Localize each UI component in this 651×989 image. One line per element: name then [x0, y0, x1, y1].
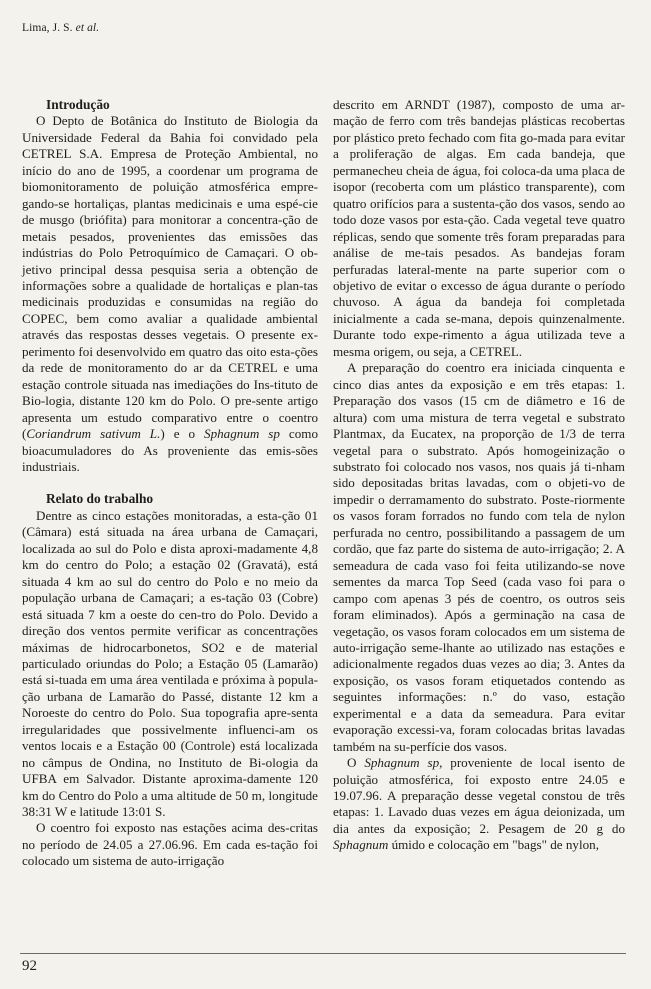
left-column	[22, 97, 318, 870]
intro-text-b: ) e o	[160, 426, 205, 442]
species-sphagnum-2: Sphagnum	[333, 837, 389, 853]
species-sphagnum-sp: Sphagnum sp	[364, 755, 440, 771]
right-paragraph-1: descrito em ARNDT (1987), composto de uma ar-mação de ferro com três bandejas plásticas recobertas por plástico preto fechado com fita go-mada para evitar a proliferação de algas. Em cada bandeja, que permanecheu cheia de água, foi coloca-da uma placa de isopor (recoberta com um plástico transparente), com quatro orifícios para a sustenta-ção dos vasos, sendo ao todo doze vasos por esta-ção. Cada vegetal teve quatro réplicas, sendo que somente três foram preparadas para análise de me-tais pesados. As bandejas foram perfuradas lateral-mente na parte superior com o objetivo de evitar o excesso de água durante o período chuvoso. A água da bandeja foi completada inicialmente a cada se-mana, depois quinzenalmente. Durante todo expe-rimento a água utilizada teve a mesma origem, ou seja, a CETREL.	[333, 97, 625, 359]
introduction-paragraph	[22, 113, 318, 475]
right-column	[333, 97, 625, 854]
running-head-author: Lima, J. S.	[22, 22, 73, 34]
page-number: 92	[22, 958, 37, 974]
running-head-et-al: et al.	[75, 22, 100, 34]
running-head	[22, 22, 99, 34]
right-paragraph-2: A preparação do coentro era iniciada cinquenta e cinco dias antes da exposição e em três etapas: 1. Preparação dos vasos (15 cm de diâmetro e 16 de altura) com uma mistura de terra vegetal e substrato Plantmax, da Eucatex, na proporção de 1/3 de terra vegetal para o substrato. Após homogeinização o substrato foi colocado nos vasos, nos quais já ti-nham sido depositadas britas lavadas, com o objeti-vo de impedir o derramamento do substrato. Poste-riormente os vasos foram forrados no fundo com tela de nylon perfurada no centro, possibilitando a passagem de um cordão, que faz parte do sistema de auto-irrigação; 2. A semeadura de cada vaso foi feita utilizando-se nove sementes da marca Top Seed (cada vaso foi para o campo com apenas 3 pés de coentro, os outros seis foram eliminados). Após a germinação na casa de vegetação, os vasos foram colocados em um sistema de auto-irrigação seme-lhante ao utilizado nas estações e adicionalmente regados duas vezes ao dia; 3. Antes da exposição, os vasos foram etiquetados contendo as seguintes informações: n.º do vaso, estação experimental e a data da semeadura. Para evitar evaporação excessi-va, foram colocadas britas lavadas também na su-perfície dos vasos.	[333, 360, 625, 754]
species-sphagnum: Sphagnum sp	[204, 426, 280, 442]
relato-paragraph-2: O coentro foi exposto nas estações acima des-critas no período de 24.05 a 27.06.96. Em cada es-tação foi colocado um sistema de auto-irrigação	[22, 820, 318, 869]
species-coriandrum: Coriandrum sativum L.	[26, 426, 161, 442]
p3-text-a: O	[347, 755, 365, 771]
relato-paragraph-1: Dentre as cinco estações monitoradas, a esta-ção 01 (Câmara) está situada na área urbana de Camaçari, localizada ao sul do Polo e dista aproxi-madamente 4,8 km do centro do Polo; a estação 02 (Gravatá), está situada 4 km ao sul do centro do Polo e no meio da população urbana de Camaçari; a es-tação 03 (Cobre) está situada 7 km a oeste do cen-tro do Polo. Devido a direção dos ventos permite verificar as concentrações máximas de hidrocarbonetos, SO2 e de material particulado oriundas do Polo; a Estação 05 (Lamarão) está si-tuada em uma área ventilada e próxima à popula-ção urbana de Lamarão do Passé, distante 12 km a Noroeste do centro do Polo. Sua topografia apre-senta irregularidades que possivelmente influenci-am os ventos locais e a Estação 00 (Controle) está localizada no câmpus de Ondina, no Instituto de Bi-ologia da UFBA em Salvador. Distante aproxima-damente 120 km do Centro do Polo a uma altitude de 50 m, longitude 38:31 W e latitude 13:01 S.	[22, 507, 318, 820]
introduction-heading: Introdução	[46, 97, 110, 112]
right-paragraph-3	[333, 755, 625, 854]
intro-text-a: O Depto de Botânica do Instituto de Biologia da Universidade Federal da Bahia foi convidado pela CETREL S.A. Empresa de Proteção Ambiental, no início do ano de 1995, a coordenar um programa de biomonitoramento de poluição atmosférica empre-gando-se hortaliças, plantas medicinais e uma espé-cie de musgo (briófita) para monitorar a concentra-ção de metais pesados, provenientes das emissões das indústrias do Polo Petroquímico de Camaçari. O ob-jetivo principal dessa pesquisa seria a obtenção de informações sobre a qualidade de hortaliças e plan-tas medicinais produzidas e consumidas na região do COPEC, bem como avaliar a qualidade ambiental através das respostas desses vegetais. O presente ex-perimento foi desenvolvido em quatro das oito esta-ções da rede de monitoramento do ar da CETREL e uma estação controle situada nas imediações do Ins-tituto de Bio-logia, distante 120 km do Polo. O pre-sente artigo apresenta um estudo comparativo entre o coentro (	[22, 113, 318, 442]
footer-rule	[20, 953, 626, 954]
p3-text-b: , proveniente de local isento de poluição atmosférica, foi exposto entre 24.05 e 19.07.96. A preparação desse vegetal constou de três etapas: 1. Lavado duas vezes em água deionizada, um dia antes da exposição; 2. Pesagem de 20 g do	[333, 755, 625, 836]
relato-heading: Relato do trabalho	[46, 491, 154, 507]
p3-text-c: úmido e colocação em "bags" de nylon,	[388, 837, 599, 853]
intro-text-c: como bioacumuladores do As proveniente das emis-sões industriais.	[22, 426, 319, 474]
